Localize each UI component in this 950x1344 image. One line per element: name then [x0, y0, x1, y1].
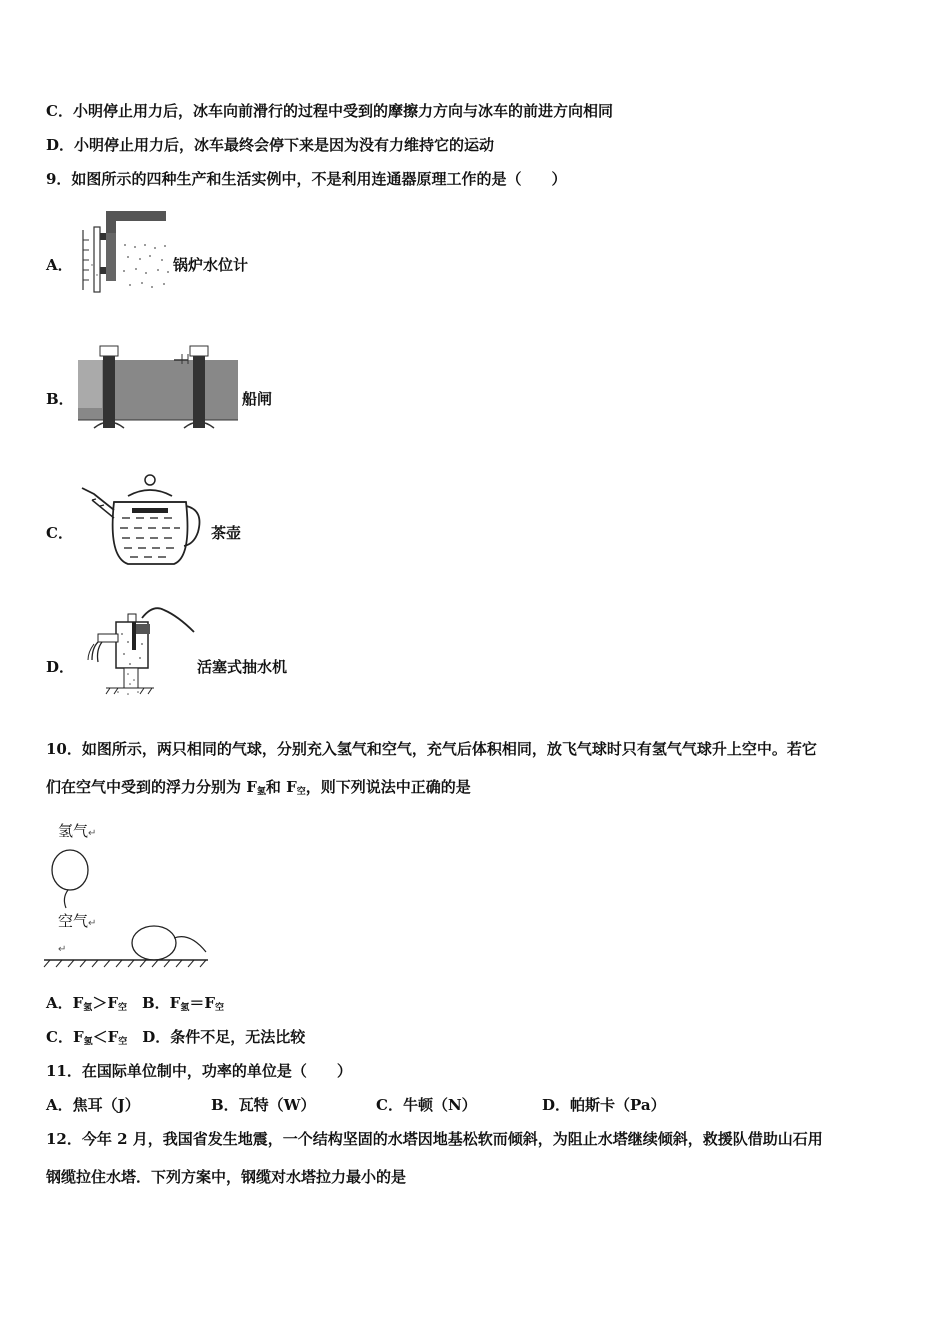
q8-option-c: C．小明停止用力后，冰车向前滑行的过程中受到的摩擦力方向与冰车的前进方向相同: [46, 102, 613, 120]
teapot-figure: [78, 472, 208, 572]
boiler-gauge-figure: [80, 205, 175, 300]
hydrogen-balloon: [52, 850, 88, 890]
q9-option-a-caption: 锅炉水位计: [173, 256, 249, 274]
q9-option-d-letter: D．: [46, 658, 75, 676]
q11-option-d: D．帕斯卡（Pa）: [542, 1096, 666, 1114]
balloons-figure: [40, 840, 220, 970]
q12-stem-line1: 12．今年 2 月，我国省发生地震，一个结构坚固的水塔因地基松软而倾斜，为阻止水塔继续倾斜，救援队借助山石用: [46, 1130, 823, 1148]
q10-options-cd: C．$F_氢<F_空$ D．条件不足，无法比较: [46, 1028, 306, 1047]
q10-stem-line1: 10．如图所示，两只相同的气球，分别充入氢气和空气，充气后体积相同，放飞气球时只有氢气气球升上空中。若它: [46, 740, 817, 758]
q9-option-d-caption: 活塞式抽水机: [197, 658, 288, 676]
air-balloon: [132, 926, 176, 960]
q10-stem-line2: 们在空气中受到的浮力分别为 $F_氢$和 $F_空$，则下列说法中正确的是: [46, 778, 471, 797]
return-mark: ↵: [58, 944, 67, 955]
q11-stem: 11．在国际单位制中，功率的单位是（ ）: [46, 1062, 352, 1080]
q11-option-b: B．瓦特（W）: [211, 1096, 316, 1114]
q9-option-c-caption: 茶壶: [211, 524, 242, 542]
label-hydrogen: 氢气↵: [58, 822, 97, 840]
piston-pump-figure: [78, 604, 198, 700]
label-air: 空气↵: [58, 912, 97, 930]
q11-option-a: A．焦耳（J）: [46, 1096, 140, 1114]
q11-option-c: C．牛顿（N）: [376, 1096, 477, 1114]
q9-option-c-letter: C．: [46, 524, 73, 542]
q9-stem: 9．如图所示的四种生产和生活实例中，不是利用连通器原理工作的是（ ）: [46, 170, 567, 188]
ship-lock-figure: [78, 338, 238, 438]
q12-stem-line2: 钢缆拉住水塔．下列方案中，钢缆对水塔拉力最小的是: [46, 1168, 407, 1186]
q8-option-d: D．小明停止用力后，冰车最终会停下来是因为没有力维持它的运动: [46, 136, 495, 154]
q10-options-ab: A．$F_氢>F_空$ B．$F_氢=F_空$: [46, 994, 225, 1013]
q9-option-b-letter: B．: [46, 390, 74, 408]
q9-option-b-caption: 船闸: [242, 390, 273, 408]
q9-option-a-letter: A．: [46, 256, 73, 274]
